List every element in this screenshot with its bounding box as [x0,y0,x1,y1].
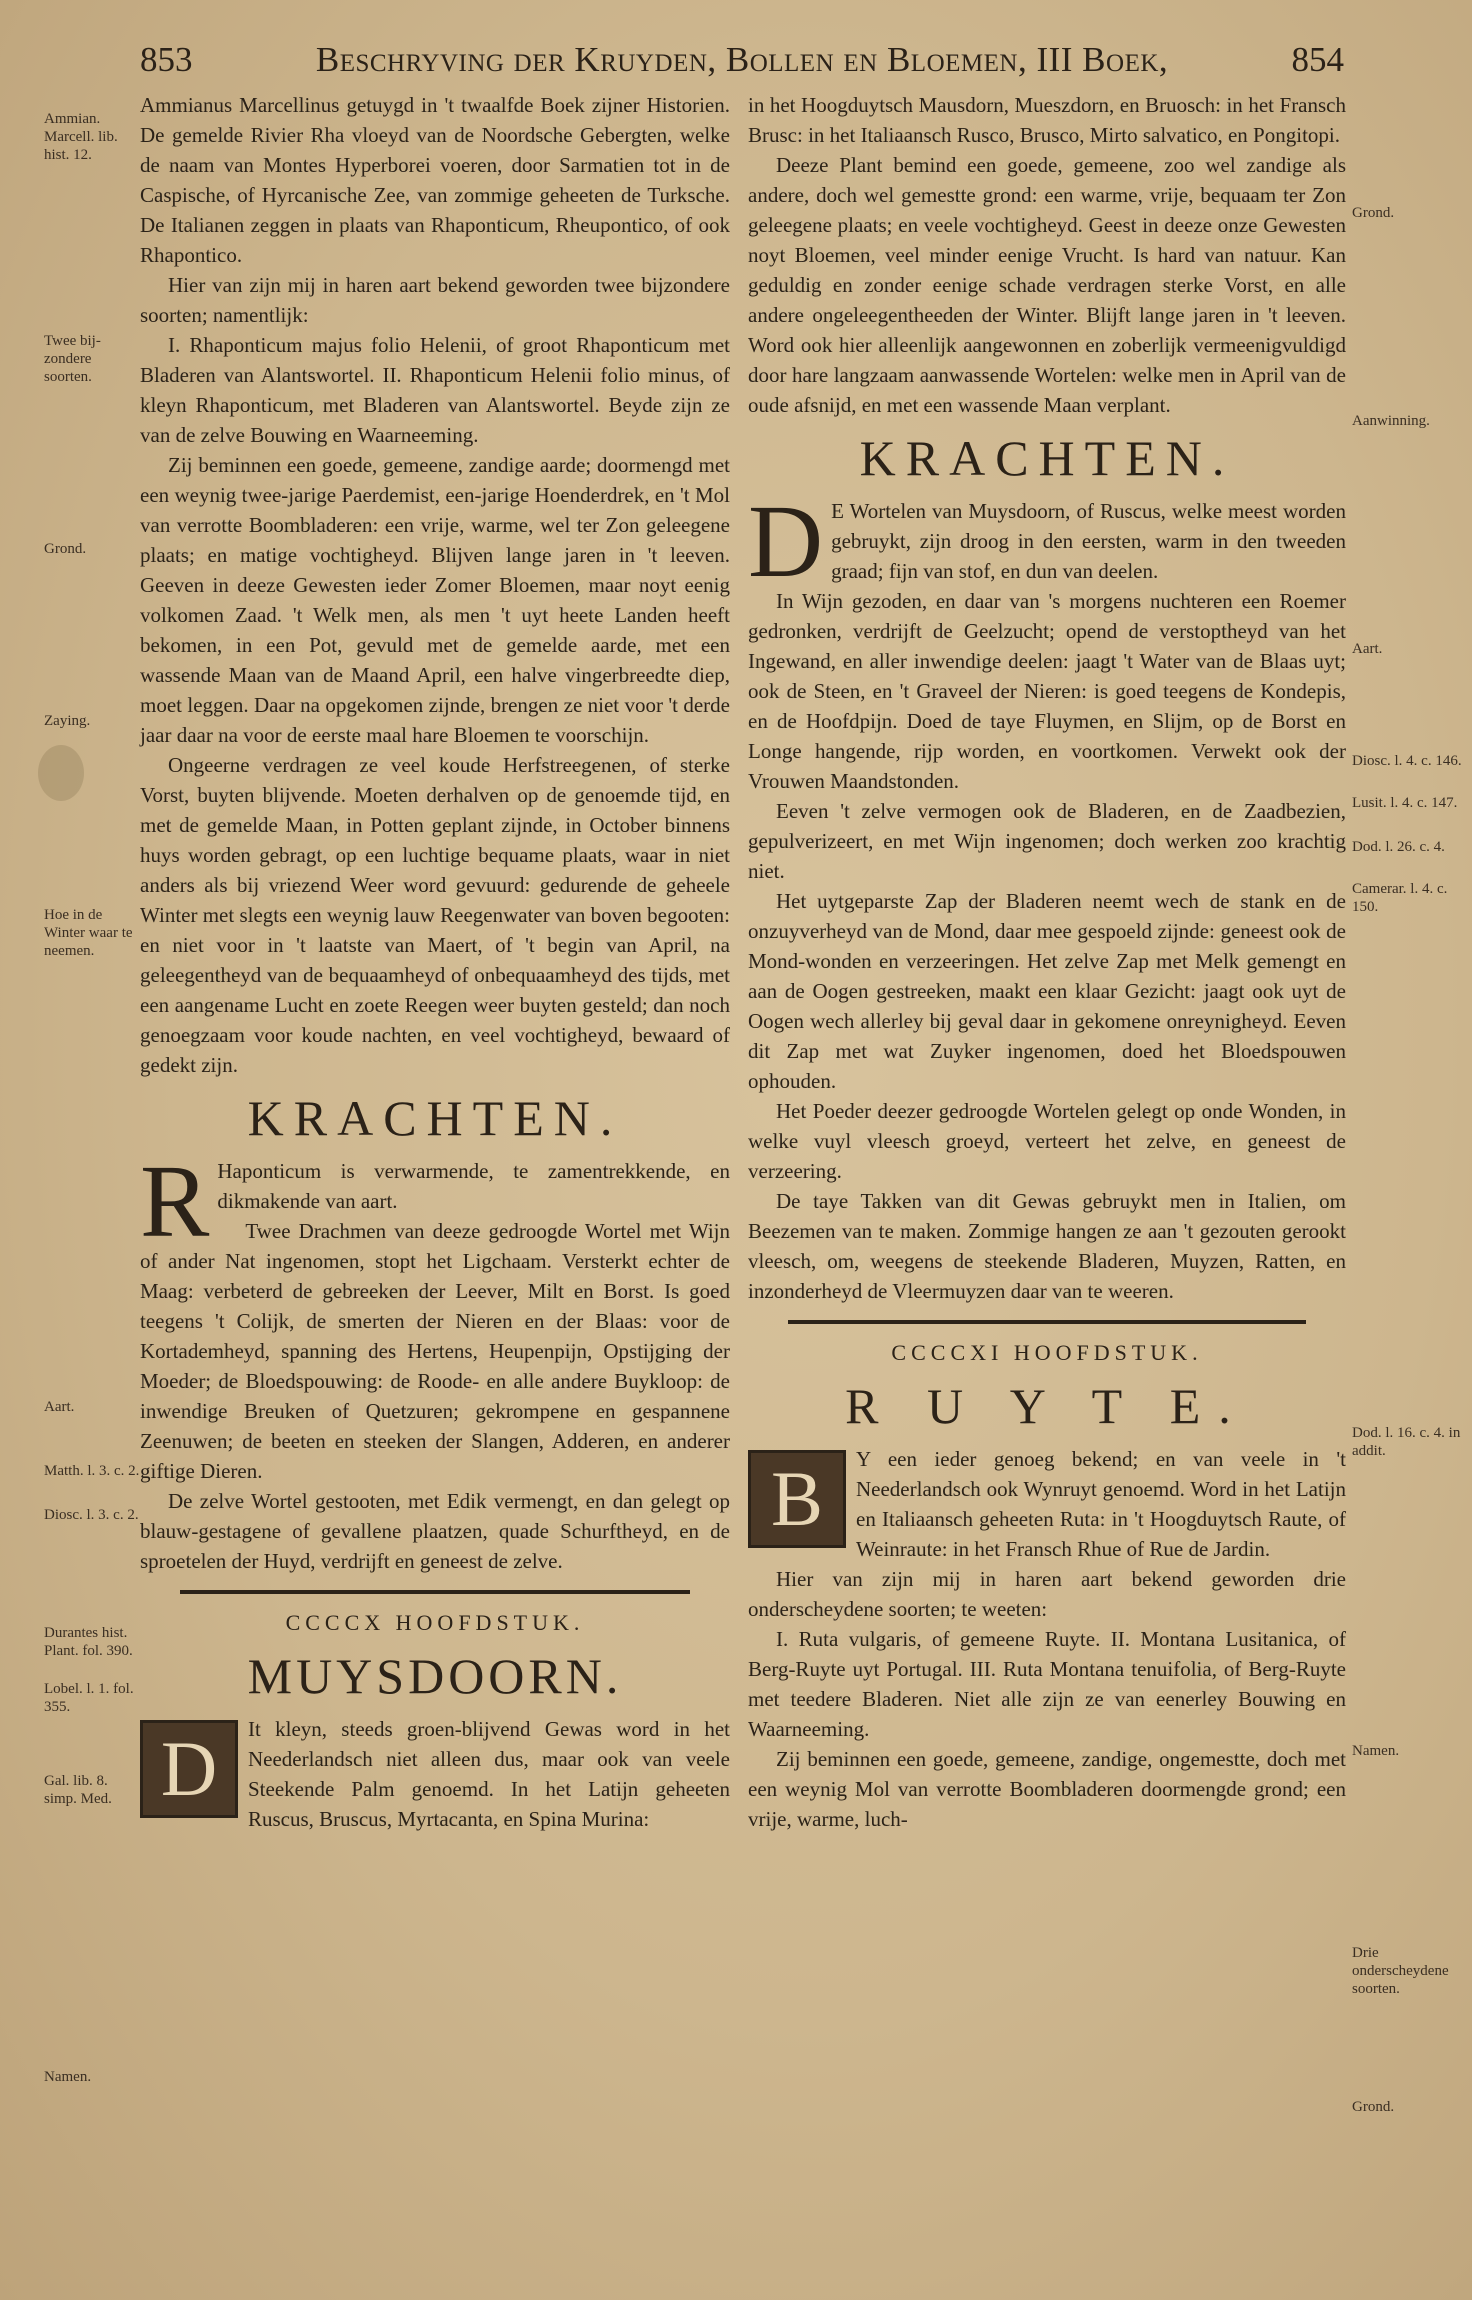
margin-note: Camerar. l. 4. c. 150. [1352,881,1448,915]
muysdoorn-paragraph: It kleyn, steeds groen-blijvend Gewas word in het Neederlandsch niet alleen dus, maar ook van veele Steekende Palm genoemd. In het Latijn geheeten Ruscus, Bruscus, Myrtacanta, en Spina Murina: [248,1717,730,1831]
species-intro: Hier van zijn mij in haren aart bekend geworden twee bijzondere soorten; namentlijk: [140,273,730,327]
margin-note: Ammian. Marcell. lib. hist. 12. [44,111,118,163]
margin-note: Aart. [1352,641,1383,657]
margin-note: Matth. l. 3. c. 2. [44,1463,140,1479]
chapter-number: CCCCX HOOFDSTUK. [285,1610,585,1635]
paper-stain [38,745,84,801]
margin-note: Hoe in de Winter waar te neemen. [44,907,133,959]
chapter-title: MUYSDOORN. [247,1648,623,1704]
soil-paragraph: Zij beminnen een goede, gemeene, zandige aarde; doormengd met een weynig twee-jarige Paerdemist, een-jarige Hoenderdrek, en 't Mol van verrotte Boombladeren: een vrije, warme, wel ter Zon geleegene plaats; en matige vochtigheyd. Blijven lange jaren in 't leeven. Geeven in deeze Gewesten ieder Zomer Bloemen, maar noyt eenig volkomen Zaad. 't Welk men, als men 't uyt heete Landen heeft bekomen, in een Pot, gevuld met de gemelde aarde, met een wassende Maan van de Maand April, een halve vingerbreedte diep, moet leggen. Daar na opgekomen zijnde, brengen ze niet voor 't derde jaar daar na voor de eerste maal hare Bloemen te voorschijn. [140,453,730,747]
margin-note: Grond. [44,541,87,557]
winter-paragraph: Ongeerne verdragen ze veel koude Herfstreegenen, of sterke Vorst, buyten blijvende. Moeten derhalven op de genoemde tijd, en met de gemelde Maan, in Potten geplant zijnde, in October binnens huys worden gebragt, op een luchtige bequame plaats, waar in niet anders als bij vriezend Weer word gevuurd: gedurende de geheele Winter met slegts een weynig lauw Reegenwater van boven begooten: en niet voor in 't laatste van Maert, of 't begin van April, na geleegentheyd van de bequaamheyd of onbequaamheyd des tijds, met een aangename Lucht en zoete Reegen weer buyten gesteld; dan noch genoegzaam voor koude nachten, en veel vochtigheyd, bewaard of gedekt zijn. [140,753,730,1077]
margin-note: Aart. [44,1399,75,1415]
krachten-paragraph-1: E Wortelen van Muysdoorn, of Ruscus, welke meest worden gebruykt, zijn droog in den eersten, warm in den tweeden graad; fijn van stof, en dun van deelen. [831,499,1346,583]
right-page-number: 854 [1291,40,1344,79]
margin-note: Drie onderscheydene soorten. [1352,1945,1449,1997]
section-divider [180,1590,690,1594]
margin-note: Grond. [1352,205,1395,221]
krachten-heading: KRACHTEN. [247,1090,623,1146]
margin-note: Zaying. [44,713,91,729]
margin-note: Dod. l. 16. c. 4. in addit. [1352,1425,1461,1459]
krachten-paragraph-2: In Wijn gezoden, en daar van 's morgens nuchteren een Roemer gedronken, verdrijft de Geelzucht; opend de verstoptheyd van het Ingewand, en aller inwendige deelen: jaagt 't Water van de Blaas uyt; ook de Steen, en 't Graveel der Nieren: is goed teegens de Kondepis, en de Hoofdpijn. Doed de taye Fluymen, en Slijm, op de Borst en Longe hangende, rijp worden, en voortkomen. Verwekt ook der Vrouwen Maandstonden. [748,589,1346,793]
margin-note: Lusit. l. 4. c. 147. [1352,795,1458,811]
margin-note: Gal. lib. 8. simp. Med. [44,1773,112,1807]
margin-note: Aanwinning. [1352,413,1430,429]
margin-note: Namen. [44,2069,92,2085]
drop-cap-d: D [748,484,824,599]
krachten-paragraph-3: De zelve Wortel gestooten, met Edik vermengt, en dan gelegt op blauw-gestagene of gevallene plaatzen, quade Schurftheyd, en de sproetelen der Huyd, verdrijft en geneest de zelve. [140,1489,730,1573]
woodcut-initial-b: B [748,1450,846,1548]
krachten-paragraph-2: Twee Drachmen van deeze gedroogde Wortel met Wijn of ander Nat ingenomen, stopt het Ligchaam. Versterkt echter de Maag: verbeterd de gebreeken der Leever, Milt en Borst. Is goed teegens 't Colijk, de smerten der Nieren en der Blaas: voor de Kortademheyd, spanning des Hertens, Heupenpijn, Opstijging der Moeder; de Bloedspouwing: de Roode- en alle andere Buykloop: de inwendige Breuken of Quetzuren; gekrompene en gespannene Zeenuwen; de beeten en steeken der Slangen, Adderen, en anderer giftige Dieren. [140,1219,730,1483]
page-header [140,40,1344,88]
ruyte-soil-paragraph: Zij beminnen een goede, gemeene, zandige, ongemestte, doch met een weynig Mol van verrotte Boombladeren doormengde grond; een vrije, warme, luch- [748,1747,1346,1831]
right-column [748,90,1346,1834]
krachten-heading: KRACHTEN. [859,430,1235,486]
names-continued: in het Hoogduytsch Mausdorn, Mueszdorn, en Bruosch: in het Fransch Brusc: in het Italiaansch Rusco, Brusco, Mirto salvatico, en Pongitopi. [748,93,1346,147]
margin-note: Diosc. l. 4. c. 146. [1352,753,1462,769]
section-divider [788,1320,1306,1324]
margin-note: Lobel. l. 1. fol. 355. [44,1681,134,1715]
left-page-number: 853 [140,40,193,79]
ruyte-species-intro: Hier van zijn mij in haren aart bekend geworden drie onderscheydene soorten; te weeten: [748,1567,1346,1621]
intro-paragraph: Ammianus Marcellinus getuygd in 't twaalfde Boek zijner Historien. De gemelde Rivier Rha vloeyd van de Noordsche Gebergten, welke de naam van Montes Hyperborei voeren, door Sarmatien tot in de Caspische, of Hyrcanische Zee, van zommige geheeten de Turksche. De Italianen zeggen in plaats van Rhaponticum, Rheupontico, of ook Rhapontico. [140,93,730,267]
margin-note: Twee bij-zondere soorten. [44,333,101,385]
krachten-paragraph-4: Het uytgeparste Zap der Bladeren neemt wech de stank en de onzuyverheyd van de Mond, daar mee gespoeld zijnde: geneest ook de Mond-wonden en verzeeringen. Het zelve Zap met Melk gemengt en aan de Oogen gestreeken, maakt een klaar Gezicht: jaagt ook uyt de Oogen wech allerley bij geval daar in gekomene onreynigheyd. Eeven dit Zap met wat Zuyker ingenomen, doed het Bloedspouwen ophouden. [748,889,1346,1093]
margin-note: Namen. [1352,1743,1400,1759]
krachten-paragraph-6: De taye Takken van dit Gewas gebruykt men in Italien, om Beezemen van te maken. Zommige hangen ze aan 't gezouten gerookt vleesch, om, weegens de steekende Bladeren, Muyzen, Ratten, en inzonderheyd de Vleermuyzen daar van te weeren. [748,1189,1346,1303]
krachten-paragraph-3: Eeven 't zelve vermogen ook de Bladeren, en de Zaadbezien, gepulverizeert, en met Wijn ingenomen; doch werken zoo krachtig niet. [748,799,1346,883]
woodcut-initial-d: D [140,1720,238,1818]
margin-note: Diosc. l. 3. c. 2. [44,1507,139,1523]
margin-note: Durantes hist. Plant. fol. 390. [44,1625,133,1659]
margin-note: Dod. l. 26. c. 4. [1352,839,1445,855]
soil-paragraph: Deeze Plant bemind een goede, gemeene, zoo wel zandige als andere, doch wel gemestte grond: een warme, vrije, bequaam ter Zon geleegene plaats; en veele vochtigheyd. Geest in deeze onze Gewesten noyt Bloemen, veel minder eenige Vrucht. Is hard van natuur. Kan geduldig en zonder eenige schade verdragen sterke Vorst, en alle andere ongeleegentheeden der Winter. Blijft lange jaren in 't leeven. Word ook hier alleenlijk aangewonnen en zoberlijk vermeenigvuldigd door hare langzaam aanwassende Wortelen: welke men in April van de oude afsnijd, en met een wassende Maan verplant. [748,153,1346,417]
chapter-title: R U Y T E. [845,1378,1249,1434]
margin-note: Grond. [1352,2099,1395,2115]
running-title: Beschryving der Kruyden, Bollen en Bloemen, III Boek, [315,40,1169,79]
krachten-paragraph-5: Het Poeder deezer gedroogde Wortelen gelegt op onde Wonden, in welke vuyl vleesch groeyd, verteert het zelve, en geneest de verzeering. [748,1099,1346,1183]
left-column [140,90,730,1834]
ruyte-species-list: I. Ruta vulgaris, of gemeene Ruyte. II. Montana Lusitanica, of Berg-Ruyte uyt Portugal. III. Ruta Montana tenuifolia, of Berg-Ruyte met teedere Bladeren. Niet alle zijn ze van eenerley Bouwing en Waarneeming. [748,1627,1346,1741]
ruyte-names-paragraph: Y een ieder genoeg bekend; en van veele in 't Neederlandsch ook Wynruyt genoemd. Word in het Latijn en Italiaansch geheeten Ruta: in 't Hoogduytsch Raute, of Weinraute: in het Fransch Rhue of Rue de Jardin. [856,1447,1346,1561]
species-list: I. Rhaponticum majus folio Helenii, of groot Rhaponticum met Bladeren van Alantswortel. II. Rhaponticum Helenii folio minus, of kleyn Rhaponticum, met Bladeren van Alantswortel. Beyde zijn ze van de zelve Bouwing en Waarneeming. [140,333,730,447]
drop-cap-r: R [140,1144,210,1259]
krachten-paragraph-1: Haponticum is verwarmende, te zamentrekkende, en dikmakende van aart. [217,1159,730,1213]
chapter-number: CCCCXI HOOFDSTUK. [891,1340,1203,1365]
